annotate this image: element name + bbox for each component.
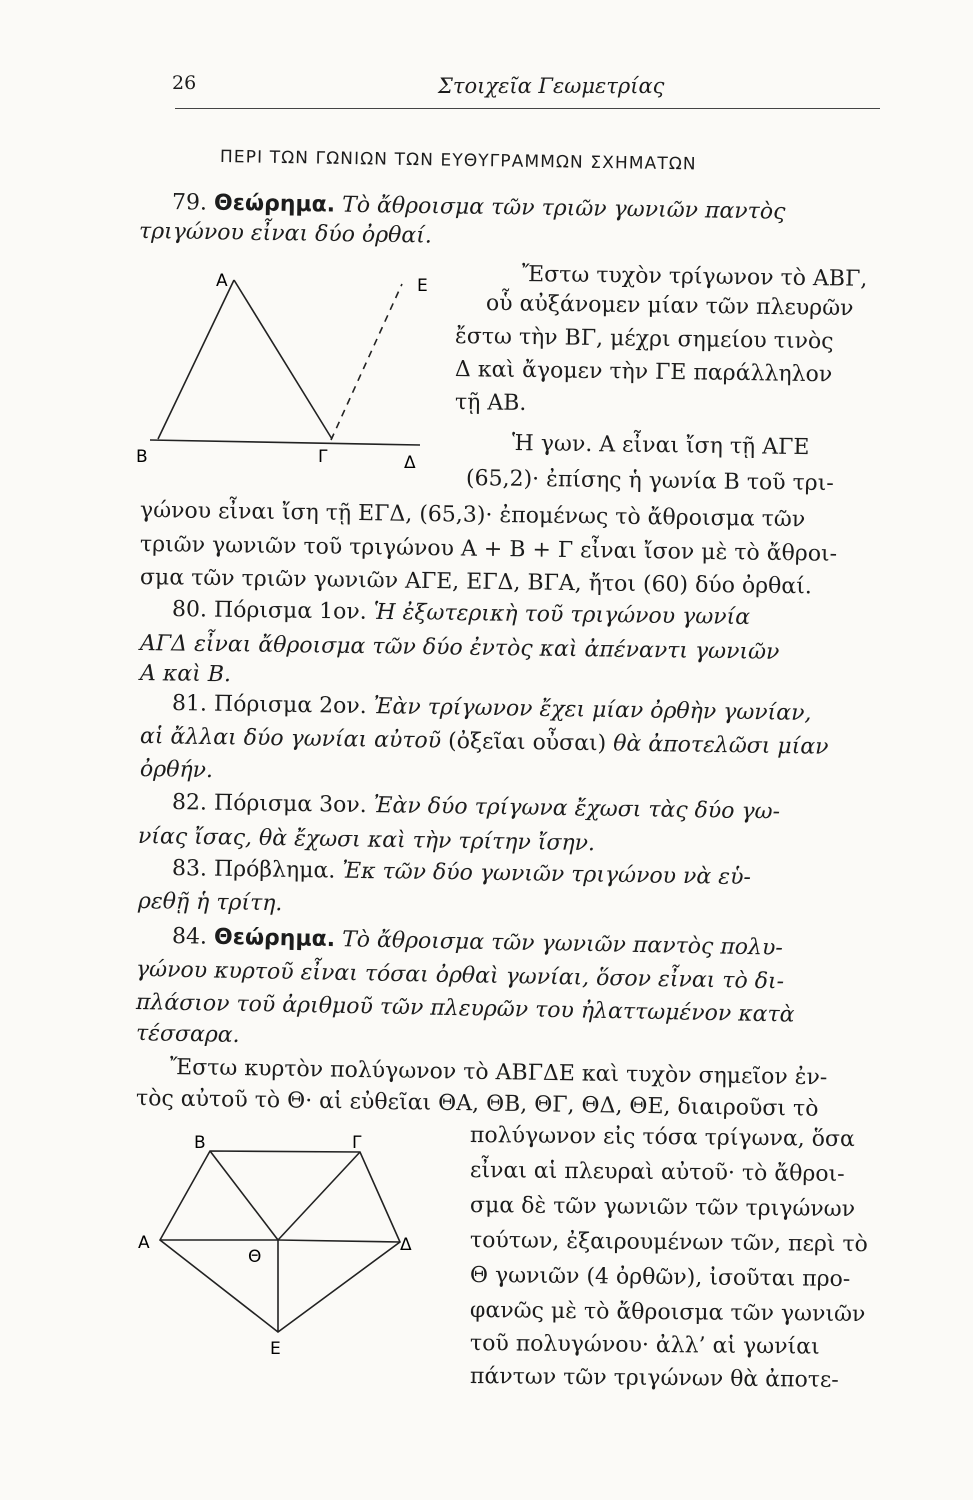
proof-84-line-2: τὸς αὐτοῦ τὸ Θ· αἱ εὐθεῖαι ΘΑ, ΘΒ, ΘΓ, ΘΔ, ΘΕ, διαιροῦσι τὸ: [135, 1086, 819, 1122]
label-e: Ε: [417, 276, 428, 296]
theorem-84-line-4: τέσσαρα.: [135, 1021, 240, 1048]
proof-79-wrap-7: (65,2)· ἐπίσης ἡ γωνία Β τοῦ τρι-: [465, 466, 834, 497]
label-a: Α: [138, 1233, 150, 1253]
porism-82-line-2: νίας ἴσας, θὰ ἔχωσι καὶ τὴν τρίτην ἴσην.: [137, 824, 596, 857]
proof-79-line-8: γώνου εἶναι ἴση τῇ ΕΓΔ, (65,3)· ἐπομένως τὸ ἄθροισμα τῶν: [139, 498, 806, 533]
porism-81-line-2: [140, 724, 829, 761]
parallel-ge: [331, 284, 402, 440]
porism-80-line-2: ΑΓΔ εἶναι ἄθροισμα τῶν δύο ἐντὸς καὶ ἀπέναντι γωνιῶν: [139, 631, 780, 665]
theorem-79-line-2: τριγώνου εἶναι δύο ὀρθαί.: [138, 219, 433, 249]
section-number: 81.: [171, 691, 208, 717]
line-bd: [150, 440, 420, 445]
theorem-label: Θεώρημα.: [213, 190, 336, 218]
proof-84-wrap-5: Θ γωνιῶν (4 ὀρθῶν), ἰσοῦται προ-: [469, 1263, 851, 1292]
porism-label: Πόρισμα 1ον.: [213, 597, 367, 625]
proof-84-wrap-4: τούτων, ἐξαιρουμένων τῶν, περὶ τὸ: [469, 1228, 869, 1258]
problem-label: Πρόβλημα.: [213, 856, 336, 884]
theorem-84-line-2: γώνου κυρτοῦ εἶναι τόσαι ὀρθαὶ γωνίαι, ὅσον εἶναι τὸ δι-: [135, 957, 785, 995]
polygon-figure: [130, 1122, 430, 1362]
label-d: Δ: [404, 453, 416, 473]
proof-79-line-10: σμα τῶν τριῶν γωνιῶν ΑΓΕ, ΕΓΔ, ΒΓΑ, ἤτοι (60) δύο ὀρθαί.: [139, 565, 813, 600]
label-g: Γ: [318, 447, 328, 467]
theorem-text: Τὸ ἄθροισμα τῶν τριῶν γωνιῶν παντὸς: [341, 192, 786, 225]
proof-84-wrap-6: φανῶς μὲ τὸ ἄθροισμα τῶν γωνιῶν: [469, 1298, 866, 1328]
porism-81-line-3: ὀρθήν.: [139, 757, 214, 784]
section-number: 82.: [171, 790, 208, 816]
proof-79-wrap-4: Δ καὶ ἄγομεν τὴν ΓΕ παράλληλον: [454, 357, 833, 388]
side-ab: [158, 280, 234, 439]
proof-79-wrap-2: οὗ αὐξάνομεν μίαν τῶν πλευρῶν: [485, 291, 854, 322]
page-number: 26: [172, 72, 197, 94]
proof-79-line-9: τριῶν γωνιῶν τοῦ τριγώνου Α + Β + Γ εἶναι ἴσον μὲ τὸ ἄθροι-: [139, 532, 838, 567]
porism-text-a: αἱ ἄλλαι δύο γωνίαι αὐτοῦ: [139, 724, 442, 754]
section-number: 83.: [171, 856, 208, 882]
theorem-84-line-3: πλάσιον τοῦ ἀριθμοῦ τῶν πλευρῶν του ἠλαττωμένον κατὰ: [135, 990, 795, 1028]
segment-th-g: [278, 1152, 360, 1240]
label-d: Δ: [400, 1235, 412, 1255]
proof-84-wrap-2: εἶναι αἱ πλευραὶ αὐτοῦ· τὸ ἄθροι-: [469, 1158, 845, 1187]
segment-th-b: [210, 1151, 278, 1240]
porism-81-line-1: [172, 691, 812, 727]
label-th: Θ: [248, 1247, 262, 1267]
proof-84-wrap-1: πολύγωνον εἰς τόσα τρίγωνα, ὅσα: [469, 1123, 855, 1153]
label-a: Α: [216, 271, 228, 291]
porism-text-b: (ὀξεῖαι οὖσαι): [447, 728, 607, 757]
porism-text: Ἐὰν τρίγωνον ἔχει μίαν ὀρθὴν γωνίαν,: [373, 694, 812, 727]
porism-text-c: θὰ ἀποτελῶσι μίαν: [613, 731, 829, 760]
chapter-title: ΠΕΡΙ ΤΩΝ ΓΩΝΙΩΝ ΤΩΝ ΕΥΘΥΓΡΑΜΜΩΝ ΣΧΗΜΑΤΩΝ: [219, 147, 697, 175]
proof-79-wrap-1: Ἔστω τυχὸν τρίγωνον τὸ ΑΒΓ,: [521, 262, 868, 292]
porism-text: Ἡ ἐξωτερικὴ τοῦ τριγώνου γωνία: [373, 599, 751, 631]
proof-79-wrap-6: Ἡ γων. Α εἶναι ἴση τῇ ΑΓΕ: [511, 431, 810, 461]
section-number: 79.: [171, 190, 208, 216]
label-b: Β: [194, 1133, 206, 1153]
header-rule: [175, 108, 880, 109]
triangle-figure: [130, 262, 455, 477]
theorem-84-line-1: [172, 924, 783, 962]
side-ag: [234, 280, 332, 439]
porism-label: Πόρισμα 2ον.: [213, 691, 367, 720]
section-number: 84.: [171, 924, 208, 950]
label-g: Γ: [352, 1133, 362, 1153]
problem-text: Ἐκ τῶν δύο γωνιῶν τριγώνου νὰ εὑ-: [342, 858, 752, 891]
theorem-text: Τὸ ἄθροισμα τῶν γωνιῶν παντὸς πολυ-: [341, 927, 784, 961]
porism-label: Πόρισμα 3ον.: [213, 790, 367, 819]
porism-80-line-1: [172, 597, 750, 631]
label-b: Β: [136, 447, 148, 467]
proof-84-line-1: Ἔστω κυρτὸν πολύγωνον τὸ ΑΒΓΔΕ καὶ τυχὸν σημεῖον ἐν-: [169, 1055, 828, 1091]
proof-79-wrap-5: τῇ ΑΒ.: [454, 390, 527, 416]
proof-79-wrap-3: ἔστω τὴν ΒΓ, μέχρι σημείου τινὸς: [454, 324, 834, 355]
porism-80-line-3: Α καὶ Β.: [139, 661, 232, 688]
label-e: Ε: [270, 1339, 281, 1359]
problem-83-line-1: [172, 856, 751, 891]
theorem-label: Θεώρημα.: [213, 924, 336, 953]
section-number: 80.: [171, 597, 208, 623]
problem-83-line-2: ρεθῇ ἡ τρίτη.: [137, 889, 283, 917]
porism-82-line-1: [172, 790, 780, 826]
porism-text: Ἐὰν δύο τρίγωνα ἔχωσι τὰς δύο γω-: [373, 793, 781, 825]
proof-84-wrap-7: τοῦ πολυγώνου· ἀλλ’ αἱ γωνίαι: [469, 1331, 820, 1360]
proof-84-wrap-8: πάντων τῶν τριγώνων θὰ ἀποτε-: [469, 1364, 839, 1393]
running-title: Στοιχεῖα Γεωμετρίας: [438, 74, 665, 98]
segment-th-d: [278, 1240, 400, 1242]
proof-84-wrap-3: σμα δὲ τῶν γωνιῶν τῶν τριγώνων: [469, 1193, 856, 1223]
